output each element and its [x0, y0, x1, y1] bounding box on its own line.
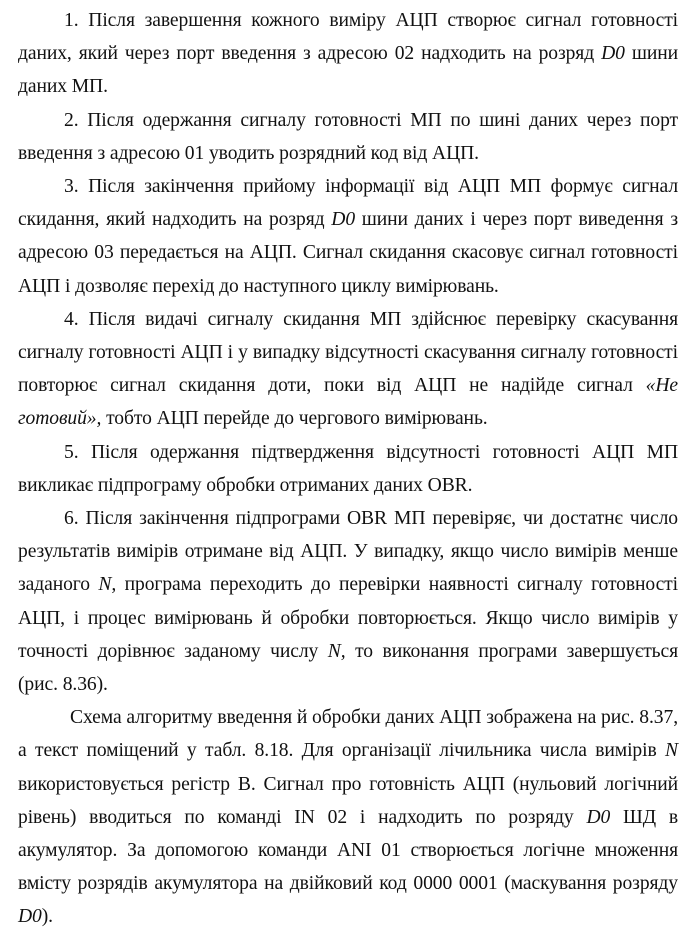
paragraph-5: 5. Після одержання підтвердження відсутності готовності АЦП МП викликає підпрограму обробки отриманих даних OBR.	[18, 441, 678, 496]
paragraph-7: Схема алгоритму введення й обробки даних АЦП зображена на рис. 8.37, а текст поміщений у табл. 8.18. Для організації лічильника числа вимірів N використовується регістр В. Сигнал про готовність АЦП (нульовий логічний рівень) вводиться по команді IN 02 і надходить по розряду D0 ШД в акумулятор. За допомогою команди ANI 01 створюється логічне множення вмісту розрядів акумулятора на двійковий код 0000 0001 (маскування розряду D0).	[18, 707, 678, 928]
paragraph-2: 2. Після одержання сигналу готовності МП по шині даних через порт введення з адресою 01 уводить розрядний код від АЦП.	[18, 109, 678, 164]
paragraph-4: 4. Після видачі сигналу скидання МП здійснює перевірку скасування сигналу готовності АЦП і у випадку відсутності скасування сигналу готовності повторює сигнал скидання доти, поки від АЦП не надійде сигнал «Не готовий», тобто АЦП перейде до чергового вимірювань.	[18, 308, 678, 430]
paragraph-6: 6. Після закінчення підпрограми OBR МП перевіряє, чи достатнє число результатів вимірів отримане від АЦП. У випадку, якщо число вимірів менше заданого N, програма переходить до перевірки наявності сигналу готовності АЦП, і процес вимірювань й обробки повторюється. Якщо число вимірів у точності дорівнює заданому числу N, то виконання програми завершується (рис. 8.36).	[18, 508, 678, 696]
paragraph-1: 1. Після завершення кожного виміру АЦП створює сигнал готовності даних, який через порт введення з адресою 02 надходить на розряд D0 шини даних МП.	[18, 10, 678, 98]
paragraph-3: 3. Після закінчення прийому інформації від АЦП МП формує сигнал скидання, який надходить на розряд D0 шини даних і через порт виведення з адресою 03 передається на АЦП. Сигнал скидання скасовує сигнал готовності АЦП і дозволяє перехід до наступного циклу вимірювань.	[18, 176, 678, 297]
